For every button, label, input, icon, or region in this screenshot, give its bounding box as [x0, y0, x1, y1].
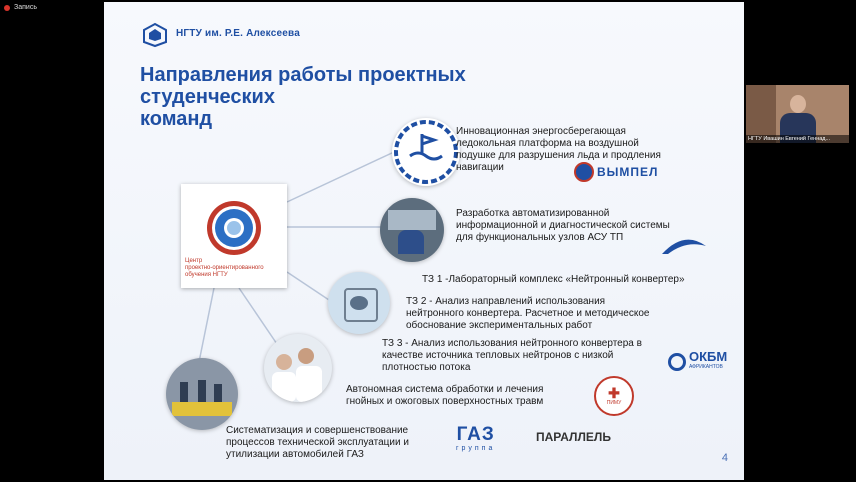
item-gaz-text: Систематизация и совершенствование процессов технической эксплуатации и утилизации автомобилей ГАЗ	[226, 425, 409, 460]
center-logo-card	[181, 184, 287, 288]
vympel-emblem-icon	[574, 162, 594, 182]
pimu-logo: ✚ ПИМУ	[594, 376, 634, 416]
center-caption: Центр проектно-ориентированного обучения НГТУ	[185, 258, 264, 278]
center-gear-logo-icon	[199, 198, 269, 258]
gaz-logo: ГАЗ группа	[456, 424, 496, 452]
item-medical-text: Автономная система обработки и лечения гнойных и ожоговых поверхностных травм	[346, 384, 544, 407]
swoosh-logo-icon	[660, 236, 708, 258]
item-icebreaker-text: Инновационная энергосберегающая ледокольная платформа на воздушной подушке для разрушения льда и продления навигации	[456, 126, 661, 173]
item-tz1-text: ТЗ 1 -Лабораторный комплекс «Нейтронный конвертер»	[422, 274, 685, 285]
okbm-emblem-icon	[668, 353, 686, 371]
parallel-logo: ПАРАЛЛЕЛЬ	[536, 430, 611, 444]
slide-title: Направления работы проектных студенческих команд	[140, 64, 466, 130]
medical-team-photo	[264, 334, 332, 402]
vympel-logo: ВЫМПЕЛ	[574, 162, 658, 182]
page-number: 4	[721, 452, 728, 464]
record-dot-icon	[4, 5, 10, 11]
item-tz3-text: ТЗ 3 - Анализ использования нейтронного конвертера в качестве источника тепловых нейтронов с низкой плотностью потока	[382, 338, 642, 373]
control-room-photo	[380, 198, 444, 262]
participant-name-label: НГТУ Ивашин Евгений Геннад...	[746, 135, 849, 143]
recording-label: Запись	[14, 4, 37, 11]
presentation-slide	[104, 2, 744, 480]
medical-cross-icon: ✚	[608, 385, 620, 401]
item-tz2-text: ТЗ 2 - Анализ направлений использования нейтронного конвертера. Расчетное и методическое обоснование экспериментальных работ	[406, 296, 650, 331]
anchor-wave-icon	[392, 118, 460, 186]
workshop-photo	[166, 358, 238, 430]
university-name: НГТУ им. Р.Е. Алексеева	[176, 28, 301, 39]
neutron-converter-photo	[328, 272, 390, 334]
participant-avatar	[790, 95, 806, 113]
icebreaker-emblem-circle	[392, 118, 460, 186]
item-automation-text: Разработка автоматизированной информационной и диагностической системы для функциональных узлов АСУ ТП	[456, 208, 670, 243]
participant-video-tile[interactable]	[746, 85, 849, 143]
okbm-logo: ОКБМ АФРИКАНТОВ	[668, 352, 727, 372]
recording-indicator	[4, 4, 37, 11]
